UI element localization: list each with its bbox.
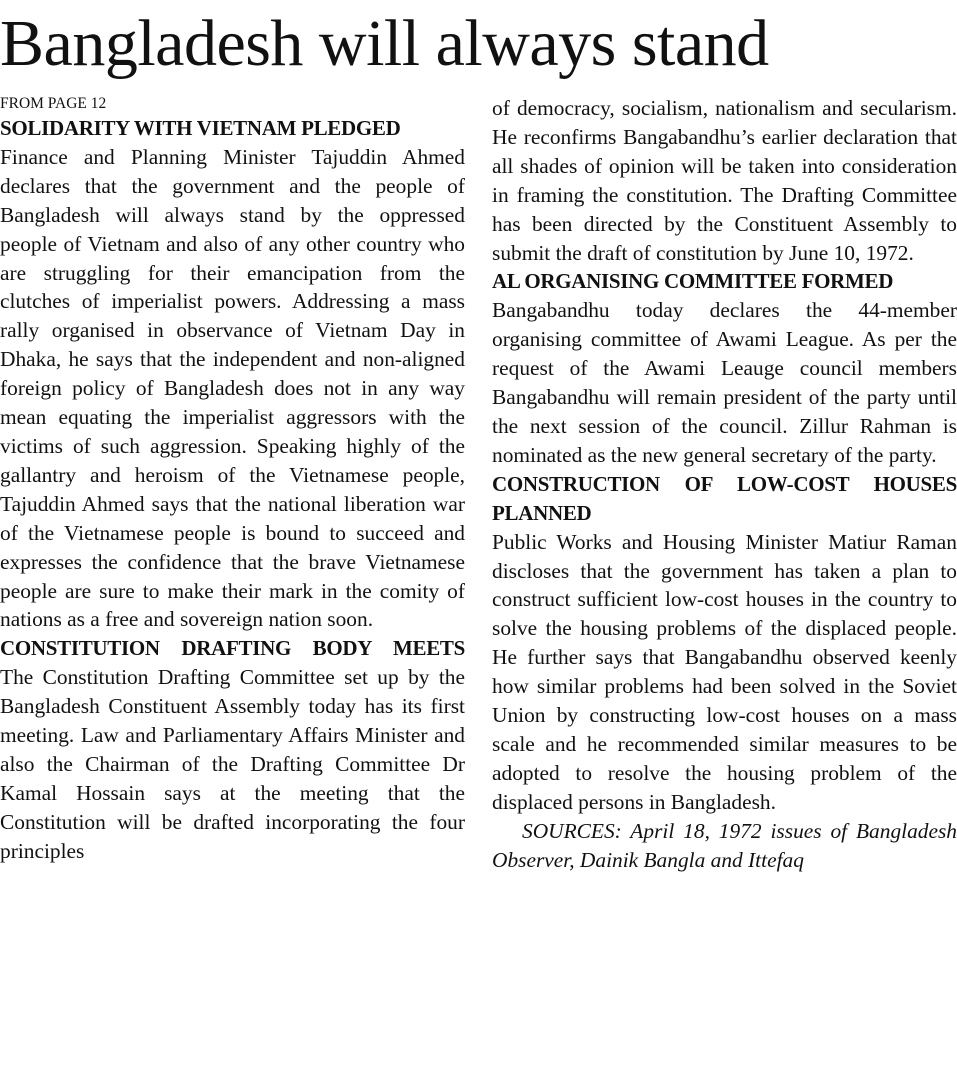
section-body-vietnam: Finance and Planning Minister Tajuddin Ahmed declares that the government and the people of Bangladesh will always stand by the oppressed people of Vietnam and also of any other country who are struggling for their emancipation from the clutches of imperialist powers. Addressing a mass rally organised in observance of Vietnam Day in Dhaka, he says that the independent and non-aligned foreign policy of Bangladesh does not in any way mean equating the imperialist aggressors with the victims of such aggression. Speaking highly of the gallantry and heroism of the Vietnamese people, Tajuddin Ahmed says that the national liberation war of the Vietnamese people is bound to succeed and expresses the confidence that the brave Vietnamese people are sure to make their mark in the comity of nations as a free and sovereign nation soon. [0, 144, 465, 632]
from-page-note: FROM PAGE 12 [0, 95, 107, 112]
section-body-al-committee: Bangabandhu today declares the 44-member organising committee of Awami League. As per the request of the Awami Leauge council members Bangabandhu will remain president of the party until the next session of the council. Zillur Rahman is nominated as the new general secretary of the party. [492, 298, 957, 467]
left-column [0, 94, 465, 866]
headline: Bangladesh will always stand [0, 7, 769, 80]
section-body-low-cost-houses: Public Works and Housing Minister Matiur Raman discloses that the government has taken a plan to construct sufficient low-cost houses in the country to solve the housing problems of the displaced people. He further says that Bangabandhu observed keenly how similar problems had been solved in the Soviet Union by constructing low-cost houses on a mass scale and he recommended similar measures to be adopted to resolve the housing problem of the displaced persons in Bangladesh. [492, 529, 957, 814]
right-column [492, 94, 957, 874]
sources-note: SOURCES: April 18, 1972 issues of Bangladesh Observer, Dainik Bangla and Ittefaq [492, 818, 957, 872]
section-heading-low-cost-houses: CONSTRUCTION OF LOW-COST HOUSES PLANNED [492, 471, 957, 525]
section-heading-constitution: CONSTITUTION DRAFTING BODY MEETS [0, 636, 465, 661]
section-body-constitution: The Constitution Drafting Committee set up by the Bangladesh Constituent Assembly today has its first meeting. Law and Parliamentary Affairs Minister and also the Chairman of the Drafting Committee Dr Kamal Hossain says at the meeting that the Constitution will be drafted incorporating the four principles [0, 665, 465, 863]
continuation-text: of democracy, socialism, nationalism and secularism. He reconfirms Bangabandhu’s earlier declaration that all shades of opinion will be taken into consideration in framing the constitution. The Drafting Committee has been directed by the Constituent Assembly to submit the draft of constitution by June 10, 1972. [492, 96, 957, 265]
section-heading-al-committee: AL ORGANISING COMMITTEE FORMED [492, 269, 894, 294]
section-heading-vietnam: SOLIDARITY WITH VIETNAM PLEDGED [0, 116, 401, 140]
